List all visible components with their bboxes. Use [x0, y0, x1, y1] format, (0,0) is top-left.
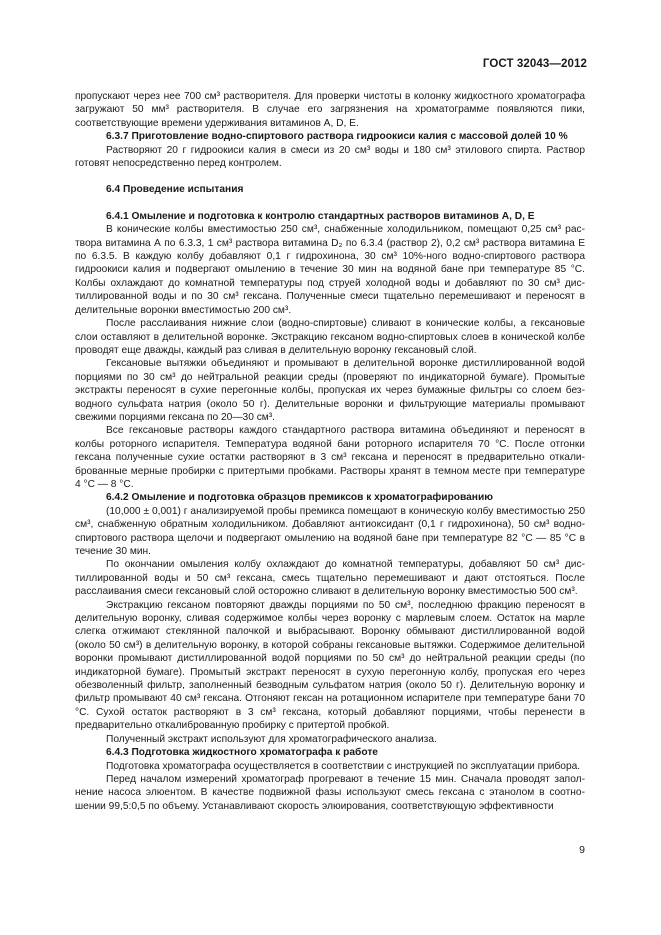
section-heading: 6.4 Проведение испытания: [106, 184, 244, 196]
page-number: 9: [579, 844, 585, 856]
paragraph: Полученный экстракт используют для хроматографического анализа.: [106, 733, 437, 745]
paragraph: Экстракцию гексаном повторяют дважды порциями по 50 см³, последнюю фракцию переносят в делительную воронку, сливая содержимое колбы через воронку с марлевым слоем. Остаток на марле слегка отжимают стеклянной палочкой и выбрасывают. Воронку обмывают дистиллированной водой (около 50 см³) в делительную воронку, в которой собраны гексановые вытяжки. Содержимое делительной воронки промывают дистиллированной водой порциями по 50 см³ до нейтральной реакции среды (по индикаторной бумаге). Промытый экстракт переносят в сухую перегонную колбу, пропуская его через обезволенный фильтр, заполненный безводным сульфатом натрия (около 50 г). Делительную воронку и фильтр промывают 40 см³ гексана. Отгоняют гексан на ротационном испарителе при температуре бани 70 °С. Сухой остаток растворяют в 3 см³ гексана, который добавляют порциями, чтобы перенести в предварительно откалиброванную пробирку с притертой пробкой.: [75, 599, 585, 732]
paragraph: Все гексановые растворы каждого стандартного раствора витамина объединяют и переносят в колбы роторного испарителя. Температура водяной бани роторного испарителя 70 °С. После отгонки гексана полученные сухие остатки растворяют в 3 см³ гексана и переносят в предварительно откалиброванные мерные пробирки с притертыми пробками. Растворы хранят в темном месте при температуре 4 °С — 8 °С.: [75, 425, 585, 490]
paragraph: Перед началом измерений хроматограф прогревают в течение 15 мин. Сначала проводят заполнение насоса элюентом. В качестве подвижной фазы используют смесь гексана с этанолом в соотношении 99,5:0,5 по объему. Устанавливают скорость элюирования, соответствующую эффективности: [75, 773, 585, 812]
spacer: [75, 170, 585, 183]
document-body: [75, 90, 585, 813]
section-heading: 6.4.3 Подготовка жидкостного хроматографа к работе: [106, 747, 378, 759]
paragraph: (10,000 ± 0,001) г анализируемой пробы премикса помещают в коническую колбу вместимостью 250 см³, снабженную обратным холодильником. Добавляют антиоксидант (0,1 г гидрохинона), 50 см³ водно-спиртового раствора щелочи и подвергают омылению на водяной бане при температуре 82 °С — 85 °С в течение 30 мин.: [75, 505, 585, 557]
paragraph: По окончании омыления колбу охлаждают до комнатной температуры, добавляют 50 см³ дистиллированной воды и 50 см³ гексана, смесь тщательно перемешивают и дают отстояться. После расслаивания смеси гексановый слой осторожно сливают в делительную воронку вместимостью 500 см³.: [75, 559, 585, 598]
paragraph: Растворяют 20 г гидроокиси калия в смеси из 20 см³ воды и 180 см³ этилового спирта. Раствор готовят непосредственно перед контролем.: [75, 144, 585, 170]
section-heading: 6.4.1 Омыление и подготовка к контролю стандартных растворов витаминов А, D, Е: [106, 210, 535, 222]
section-heading: 6.3.7 Приготовление водно-спиртового раствора гидроокиси калия с массовой долей 10 %: [106, 131, 568, 143]
paragraph: Подготовка хроматографа осуществляется в соответствии с инструкцией по эксплуатации прибора.: [106, 760, 581, 772]
section-heading: 6.4.2 Омыление и подготовка образцов премиксов к хроматографированию: [106, 492, 493, 504]
paragraph: пропускают через нее 700 см³ растворителя. Для проверки чистоты в колонку жидкостного хроматографа загружают 50 мм³ растворителя. В случае его загрязнения на хроматограмме появляются пики, соответствующие времени удерживания витаминов А, D, Е.: [75, 91, 585, 129]
paragraph: После расслаивания нижние слои (водно-спиртовые) сливают в конические колбы, а гексановые слои оставляют в делительной воронке. Экстракцию гексаном водно-спиртовых слоев в конической колбе проводят еще дважды, каждый раз сливая в делительную воронку гексановый слой.: [75, 318, 585, 356]
spacer: [75, 197, 585, 210]
paragraph: Гексановые вытяжки объединяют и промывают в делительной воронке дистиллированной водой порциями по 30 см³ до нейтральной реакции среды (проверяют по индикаторной бумаге). Промытые экстракты переносят в сухие перегонные колбы, пропуская их через бумажные фильтры со слоем безводного сульфата натрия (около 50 г). Делительные воронки и фильтрующие материалы промывают свежими порциями гексана по 20—30 см³.: [75, 358, 585, 423]
paragraph: В конические колбы вместимостью 250 см³, снабженные холодильником, помещают 0,25 см³ раствора витамина А по 6.3.3, 1 см³ раствора витамина D₂ по 6.3.4 (раствор 2), 0,2 см³ раствора витамина Е по 6.3.5. В каждую колбу добавляют 0,1 г гидрохинона, 30 см³ 10%-ного водно-спиртового раствора гидроокиси калия и подвергают омылению в течение 30 мин на водяной бане при температуре 85 °С. Колбы охлаждают до комнатной температуры под струей холодной воды и добавляют по 30 см³ дистиллированной воды и по 30 см³ гексана. Полученные смеси тщательно перемешивают и переносят в делительные воронки вместимостью 200 см³.: [75, 224, 585, 316]
standard-header: ГОСТ 32043—2012: [482, 58, 587, 70]
